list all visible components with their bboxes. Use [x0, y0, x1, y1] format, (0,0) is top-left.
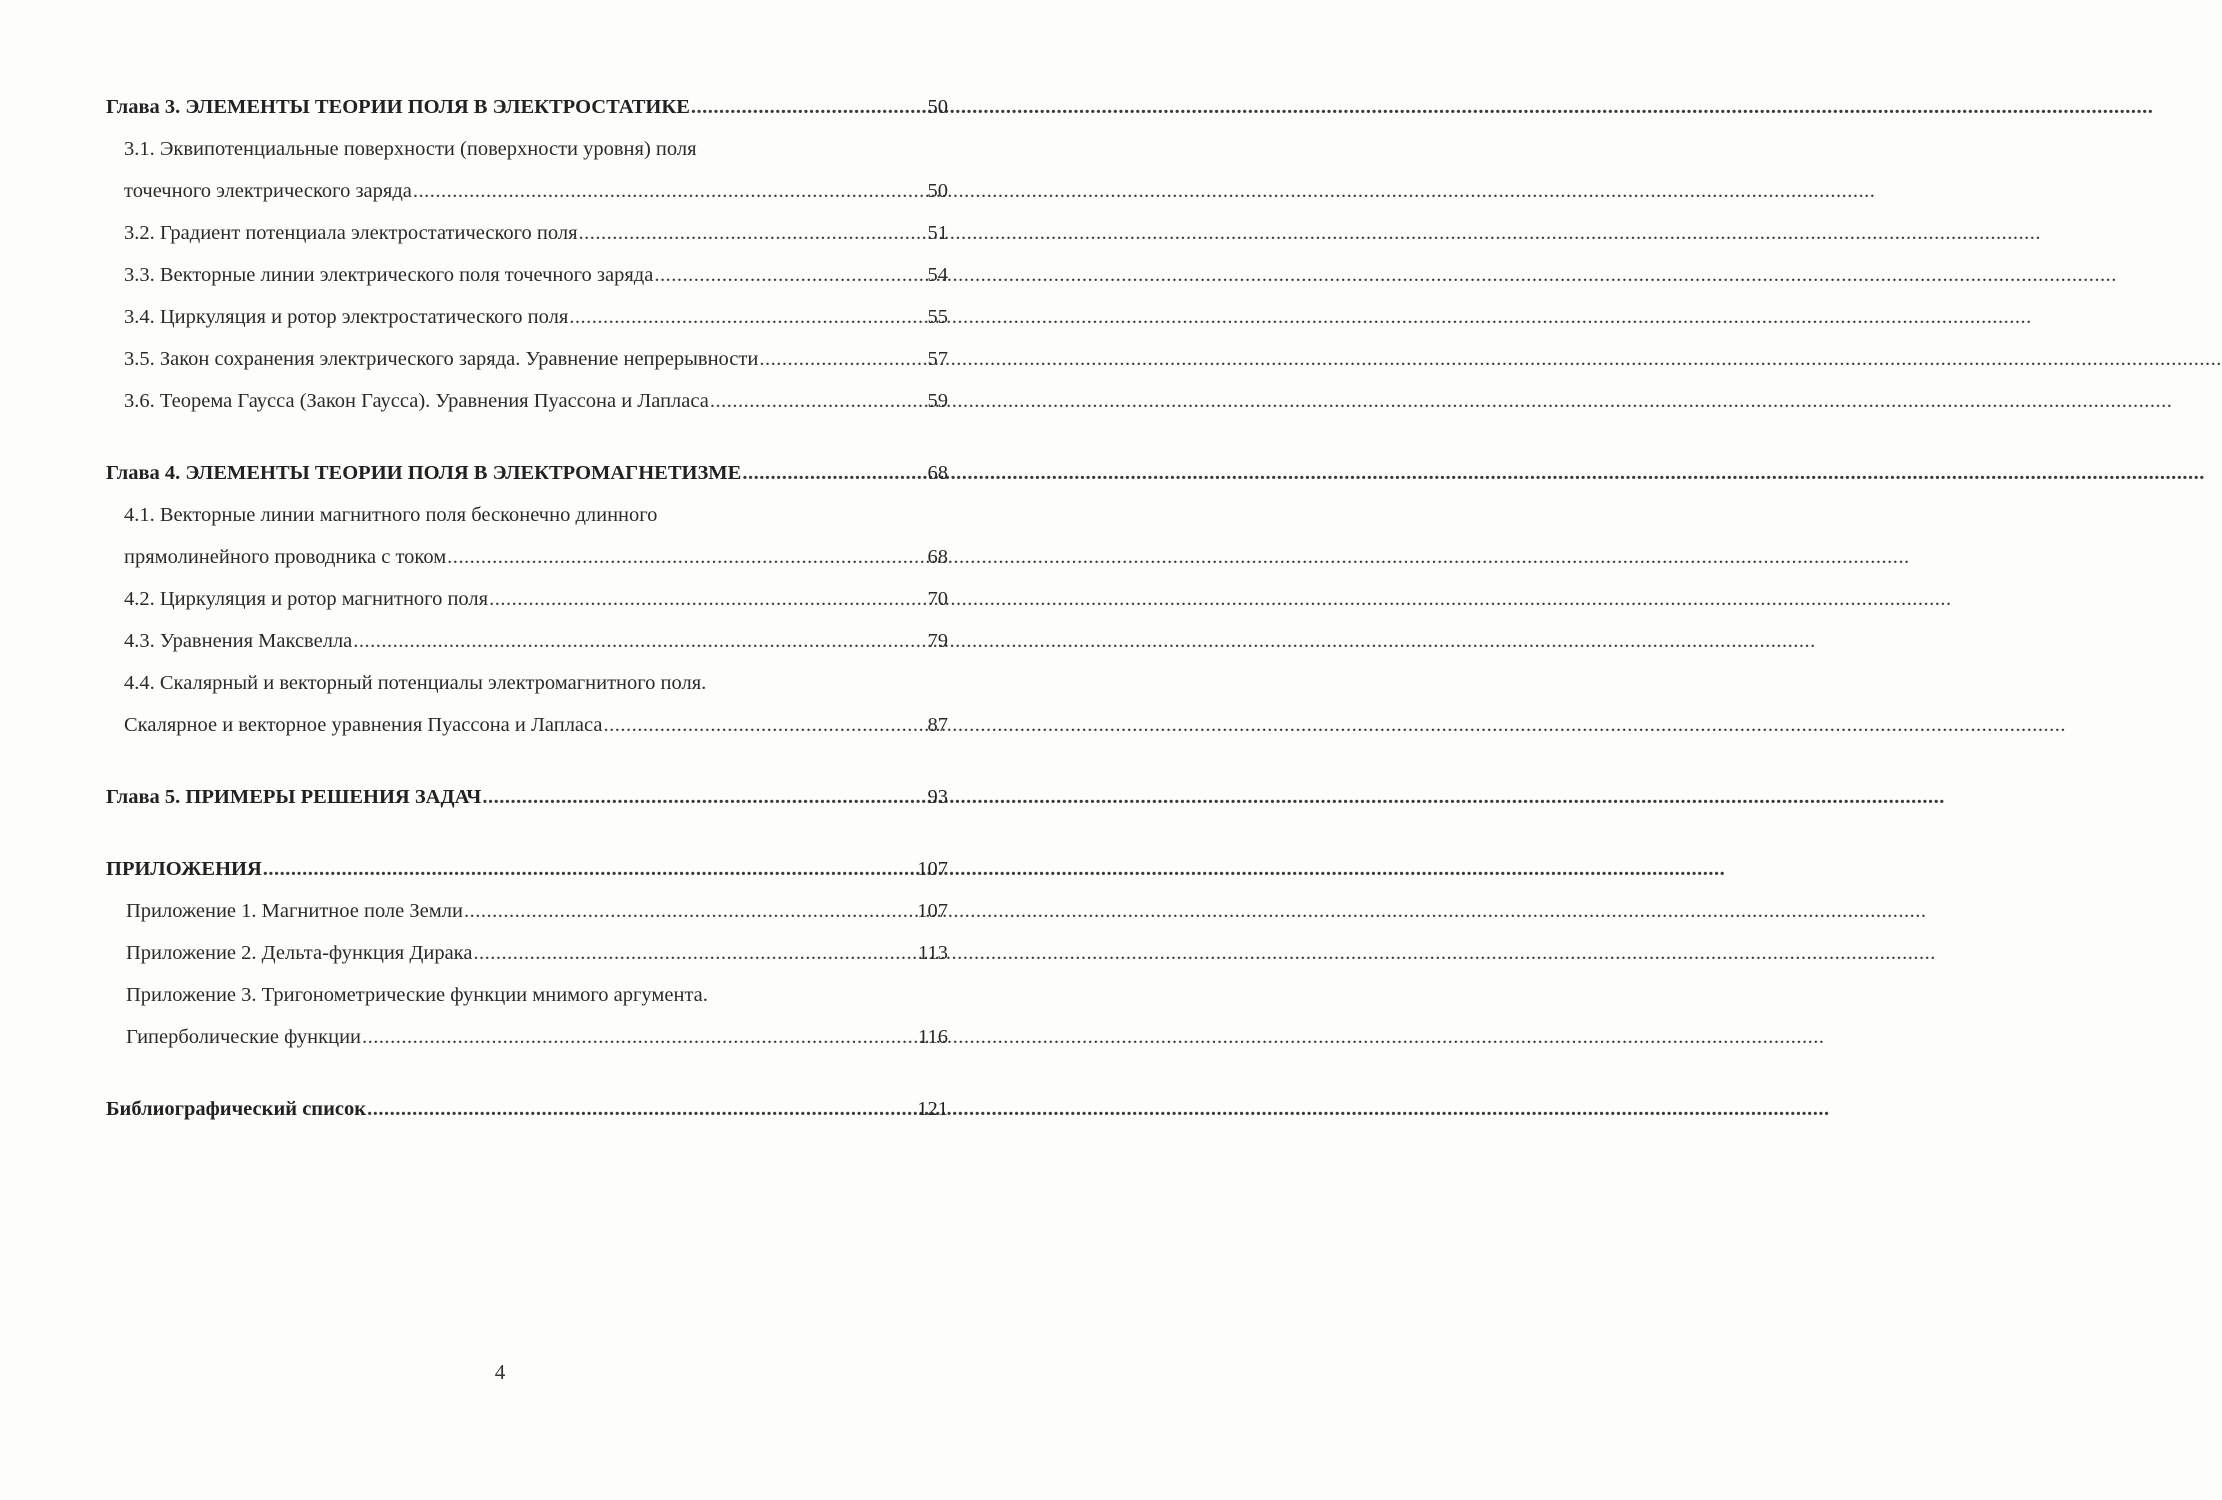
toc-leader-dots [353, 630, 926, 653]
toc-item-title: 3.5. Закон сохранения электрического заряда. Уравнение непрерывности [124, 348, 759, 370]
toc-item-4-3[interactable] [106, 630, 948, 672]
toc-leader-dots [447, 546, 926, 569]
toc-item-4-1-cont[interactable] [106, 546, 948, 588]
toc-item-title: 4.1. Векторные линии магнитного поля бесконечно длинного [124, 504, 658, 526]
toc-leader-dots [489, 588, 926, 611]
toc-chapter-title: Глава 4. ЭЛЕМЕНТЫ ТЕОРИИ ПОЛЯ В ЭЛЕКТРОМАГНЕТИЗМЕ [106, 462, 742, 484]
toc-leader-dots [579, 222, 927, 245]
toc-appendix-3[interactable] [106, 984, 948, 1026]
toc-item-4-4-cont[interactable] [106, 714, 948, 756]
toc-leader-dots [654, 264, 926, 287]
toc-chapter-title: ПРИЛОЖЕНИЯ [106, 858, 262, 880]
toc-item-3-2[interactable] [106, 222, 948, 264]
toc-page-number: 68 [927, 546, 948, 568]
toc-leader-dots [263, 858, 916, 881]
toc-item-title: точечного электрического заряда [124, 180, 412, 202]
toc-item-3-4[interactable] [106, 306, 948, 348]
toc-page-number: 55 [927, 306, 948, 328]
toc-leader-dots [759, 348, 926, 371]
toc-page-number: 121 [917, 1098, 948, 1120]
toc-page-number: 50 [927, 96, 948, 118]
toc-item-title: 3.1. Эквипотенциальные поверхности (поверхности уровня) поля [124, 138, 697, 160]
toc-leader-dots [413, 180, 927, 203]
toc-leader-dots [691, 96, 927, 119]
toc-page-number: 113 [918, 942, 948, 964]
toc-item-title: 3.2. Градиент потенциала электростатического поля [124, 222, 578, 244]
toc-leader-dots [603, 714, 926, 737]
toc-bibliography[interactable] [106, 1098, 948, 1140]
toc-chapter-5[interactable] [106, 786, 948, 828]
section-gap [106, 828, 948, 858]
toc-leader-dots [710, 390, 927, 413]
toc-appendix-1[interactable] [106, 900, 948, 942]
toc-item-4-1[interactable] [106, 504, 948, 546]
toc-item-4-4[interactable] [106, 672, 948, 714]
toc-page-number: 50 [927, 180, 948, 202]
toc-item-3-3[interactable] [106, 264, 948, 306]
toc-item-title: 4.3. Уравнения Максвелла [124, 630, 353, 652]
toc-appendix-3-cont[interactable] [106, 1026, 948, 1068]
toc-page-number: 87 [927, 714, 948, 736]
toc-page-number: 57 [927, 348, 948, 370]
toc-page-number: 107 [917, 900, 948, 922]
toc-page-number: 54 [927, 264, 948, 286]
toc-item-title: 3.4. Циркуляция и ротор электростатического поля [124, 306, 569, 328]
section-gap [106, 432, 948, 462]
toc-leader-dots [464, 900, 916, 923]
toc-page-number: 51 [927, 222, 948, 244]
toc-item-title: 4.4. Скалярный и векторный потенциалы электромагнитного поля. [124, 672, 707, 694]
toc-leader-dots [742, 462, 926, 485]
toc-item-4-2[interactable] [106, 588, 948, 630]
toc-page-number: 107 [917, 858, 948, 880]
section-gap [106, 1068, 948, 1098]
toc-leader-dots [367, 1098, 916, 1121]
toc-item-title: 3.3. Векторные линии электрического поля точечного заряда [124, 264, 654, 286]
toc-appendices[interactable] [106, 858, 948, 900]
toc-page-number: 70 [927, 588, 948, 610]
toc-leader-dots [473, 942, 917, 965]
toc-item-title: прямолинейного проводника с током [124, 546, 447, 568]
toc-item-3-6[interactable] [106, 390, 948, 432]
toc-chapter-title: Глава 3. ЭЛЕМЕНТЫ ТЕОРИИ ПОЛЯ В ЭЛЕКТРОСТАТИКЕ [106, 96, 690, 118]
table-of-contents [106, 96, 948, 1140]
toc-leader-dots [569, 306, 926, 329]
toc-item-3-5[interactable] [106, 348, 948, 390]
toc-chapter-4[interactable] [106, 462, 948, 504]
toc-page-number: 59 [927, 390, 948, 412]
section-gap [106, 756, 948, 786]
toc-item-3-1-cont[interactable] [106, 180, 948, 222]
toc-page-number: 68 [927, 462, 948, 484]
toc-page-number: 79 [927, 630, 948, 652]
toc-item-title: Скалярное и векторное уравнения Пуассона и Лапласа [124, 714, 603, 736]
toc-item-title: 4.2. Циркуляция и ротор магнитного поля [124, 588, 489, 610]
toc-leader-dots [482, 786, 926, 809]
toc-chapter-title: Библиографический список [106, 1098, 367, 1120]
toc-item-title: Приложение 3. Тригонометрические функции мнимого аргумента. [126, 984, 708, 1006]
toc-item-title: Гиперболические функции [126, 1026, 362, 1048]
toc-item-title: Приложение 2. Дельта-функция Дирака [126, 942, 473, 964]
toc-appendix-2[interactable] [106, 942, 948, 984]
toc-page-number: 93 [927, 786, 948, 808]
toc-item-3-1[interactable] [106, 138, 948, 180]
page-number: 4 [494, 1360, 506, 1384]
toc-chapter-3[interactable] [106, 96, 948, 138]
toc-item-title: 3.6. Теорема Гаусса (Закон Гаусса). Уравнения Пуассона и Лапласа [124, 390, 709, 412]
toc-page-number: 116 [918, 1026, 948, 1048]
toc-leader-dots [362, 1026, 917, 1049]
toc-chapter-title: Глава 5. ПРИМЕРЫ РЕШЕНИЯ ЗАДАЧ [106, 786, 482, 808]
toc-item-title: Приложение 1. Магнитное поле Земли [126, 900, 463, 922]
